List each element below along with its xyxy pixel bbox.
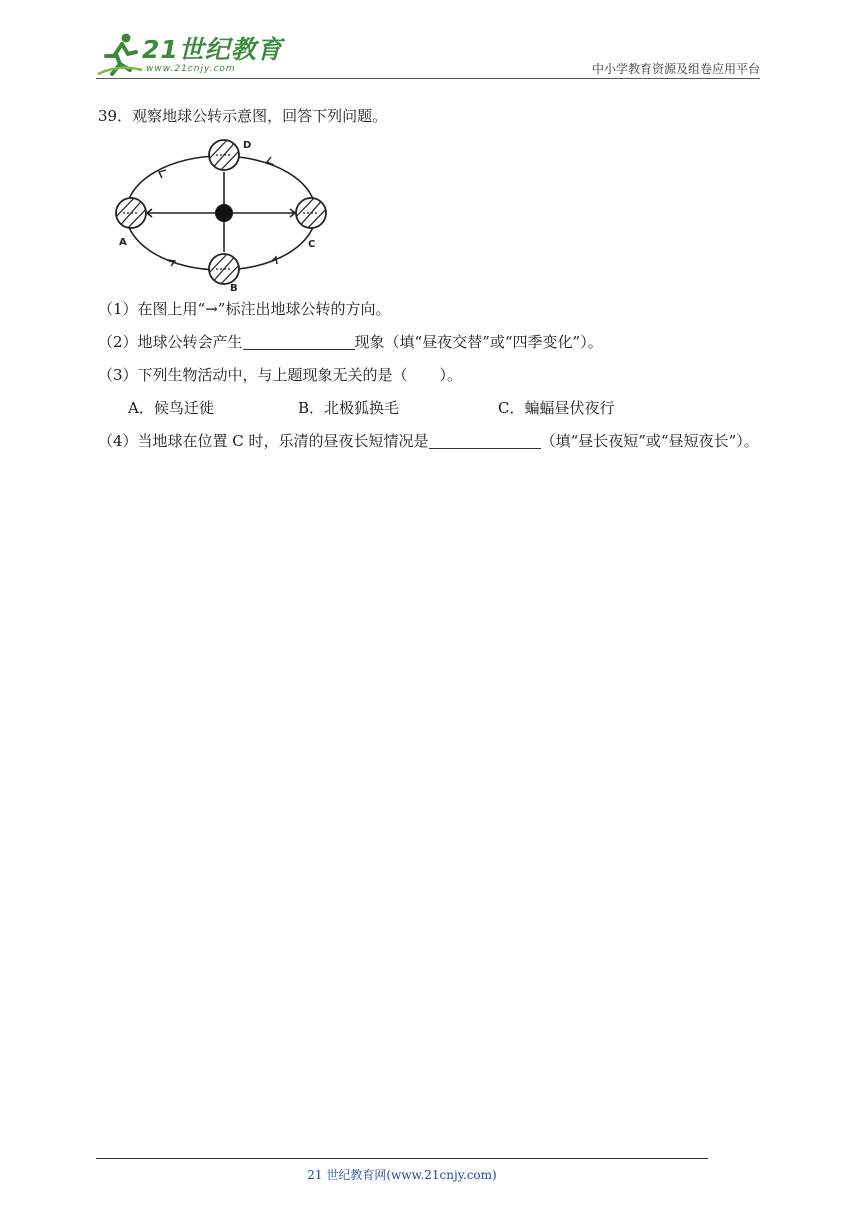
sun xyxy=(215,204,233,222)
page-header xyxy=(96,30,760,78)
question-title: 39．观察地球公转示意图，回答下列问题。 xyxy=(98,107,388,125)
answer-blank-4[interactable] xyxy=(429,430,541,449)
logo-main-text: 21世纪教育 xyxy=(142,35,283,64)
sub-question-2 xyxy=(98,326,766,359)
label-b: B xyxy=(230,283,238,293)
sub-question-3-before: （3）下列生物活动中，与上题现象无关的是（ xyxy=(98,366,408,384)
sub-question-1: （1）在图上用“→”标注出地球公转的方向。 xyxy=(98,300,391,318)
header-divider xyxy=(96,78,760,79)
option-a: A．候鸟迁徙 xyxy=(128,399,214,417)
logo xyxy=(96,30,283,78)
label-a: A xyxy=(119,237,127,248)
question-39 xyxy=(98,100,766,458)
earth-position-d xyxy=(205,137,243,173)
header-platform-text: 中小学教育资源及组卷应用平台 xyxy=(591,62,760,76)
options-row xyxy=(98,392,766,425)
answer-blank-2[interactable] xyxy=(243,331,355,350)
sub-question-4 xyxy=(98,425,766,458)
option-b: B．北极狐换毛 xyxy=(298,399,400,417)
earth-position-a xyxy=(112,195,150,231)
label-c: C xyxy=(308,239,316,250)
runner-icon xyxy=(96,30,146,78)
earth-position-c xyxy=(292,195,330,231)
footer-divider xyxy=(96,1158,708,1159)
sub-question-4-before: （4）当地球在位置 C 时，乐清的昼夜长短情况是 xyxy=(98,432,429,450)
sub-question-4-after: （填“昼长夜短”或“昼短夜长”）。 xyxy=(540,432,759,450)
option-c: C．蝙蝠昼伏夜行 xyxy=(498,399,615,417)
label-d: D xyxy=(243,140,252,151)
logo-sub-text: www.21cnjy.com xyxy=(146,64,236,74)
footer-text: 21 世纪教育网(www.21cnjy.com) xyxy=(307,1168,497,1182)
sub-question-3-after: ）。 xyxy=(439,366,463,384)
sub-question-3 xyxy=(98,359,766,392)
earth-revolution-diagram xyxy=(106,135,346,293)
sub-question-2-after: 现象（填“昼夜交替”或“四季变化”）。 xyxy=(354,333,603,351)
earth-position-b xyxy=(205,251,243,287)
sub-question-2-before: （2）地球公转会产生 xyxy=(98,333,243,351)
